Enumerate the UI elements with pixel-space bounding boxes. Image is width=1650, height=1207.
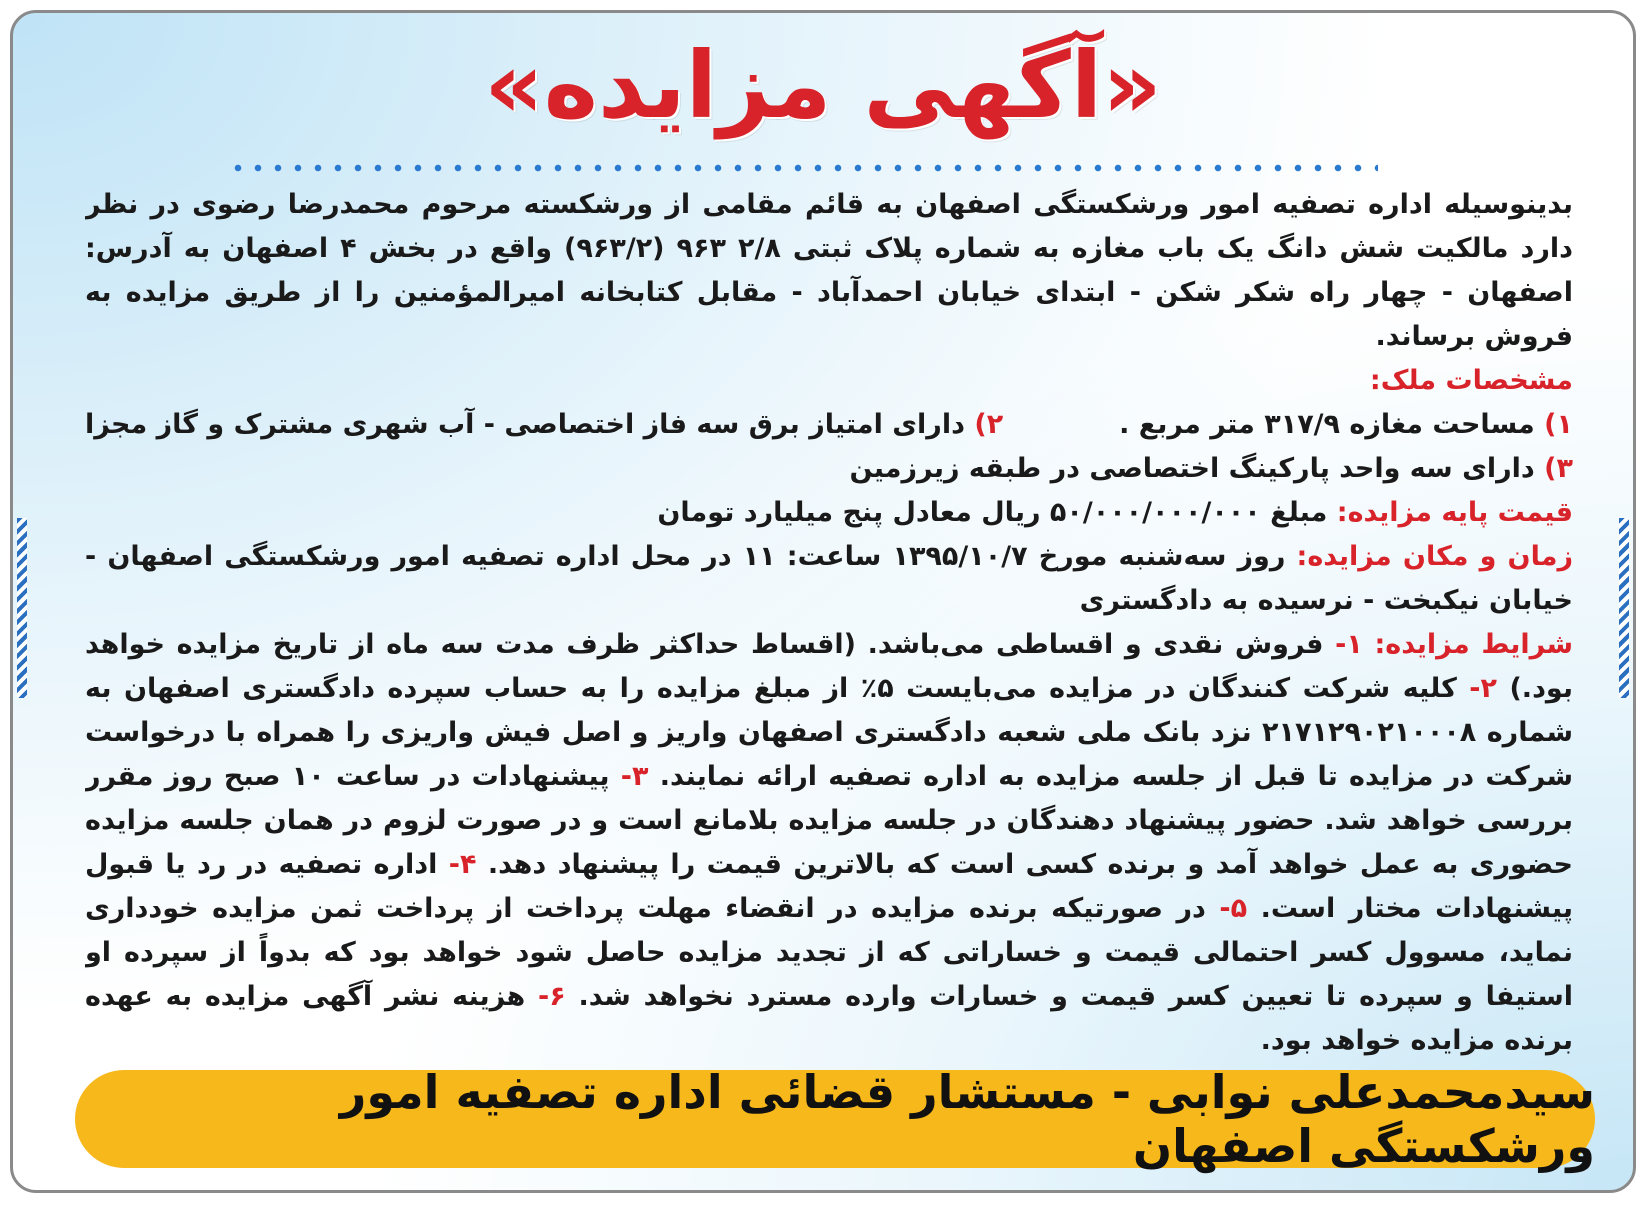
dotted-divider xyxy=(228,163,1378,173)
auction-time-text: روز سه‌شنبه مورخ ۱۳۹۵/۱۰/۷ ساعت: ۱۱ در محل اداره تصفیه امور ورشکستگی اصفهان - خیابان نیکبخت - نرسیده به دادگستری xyxy=(85,541,1573,616)
condition-text-4: اداره تصفیه در رد یا قبول پیشنهادات مختار است. xyxy=(85,849,1573,924)
base-price xyxy=(85,491,1573,535)
side-decoration-left xyxy=(17,518,27,698)
spec-text-1: مساحت مغازه ۳۱۷/۹ متر مربع . xyxy=(1119,409,1535,440)
intro-paragraph: بدینوسیله اداره تصفیه امور ورشکستگی اصفهان به قائم مقامی از ورشکسته مرحوم محمدرضا رضوی در نظر دارد مالکیت شش دانگ یک باب مغازه به شماره پلاک ثبتی ۲/۸ ۹۶۳ (۹۶۳/۲) واقع در بخش ۴ اصفهان به آدرس: اصفهان - چهار راه شکر شکن - ابتدای خیابان احمدآباد - مقابل کتابخانه امیرالمؤمنین را از طریق مزایده به فروش برساند. xyxy=(85,189,1573,352)
auction-time-label: زمان و مکان مزایده: xyxy=(1296,541,1573,572)
notice-body xyxy=(85,183,1573,1063)
base-price-label: قیمت پایه مزایده: xyxy=(1336,497,1573,528)
spec-number-3: ۳) xyxy=(1544,453,1573,484)
spec-item-2 xyxy=(85,403,1003,447)
side-decoration-right xyxy=(1619,518,1629,698)
condition-text-3: پیشنهادات در ساعت ۱۰ صبح روز مقرر بررسی خواهد شد. حضور پیشنهاد دهندگان در جلسه مزایده بلامانع است و در صورت لزوم در همان جلسه مزایده حضوری به عمل خواهد آمد و برنده کسی است که بالاترین قیمت را پیشنهاد دهد. xyxy=(85,761,1573,880)
signature-text: سیدمحمدعلی نوابی - مستشار قضائی اداره تصفیه امور ورشکستگی اصفهان xyxy=(339,1065,1595,1173)
notice-frame xyxy=(10,10,1636,1193)
condition-text-2: کلیه شرکت کنندگان در مزایده می‌بایست ۵٪ از مبلغ مزایده را به حساب سپرده دادگستری اصفهان به شماره ۲۱۷۱۲۹۰۲۱۰۰۰۸ نزد بانک ملی شعبه دادگستری اصفهان واریز و اصل فیش واریزی را همراه با درخواست شرکت در مزایده تا قبل از جلسه مزایده به اداره تصفیه ارائه نمایند. xyxy=(85,673,1573,792)
condition-number-6: ۶- xyxy=(537,981,566,1012)
condition-number-4: ۴- xyxy=(448,849,477,880)
auction-time-place xyxy=(85,535,1573,623)
condition-text-1: فروش نقدی و اقساطی می‌باشد. (اقساط حداکثر ظرف مدت سه ماه از تاریخ مزایده خواهد بود.) xyxy=(85,629,1573,704)
condition-number-1: ۱- xyxy=(1335,629,1363,660)
condition-text-6: هزینه نشر آگهی مزایده به عهده برنده مزایده خواهد بود. xyxy=(85,981,1573,1056)
notice-title: «آگهی مزایده» xyxy=(484,32,1162,139)
specs-heading: مشخصات ملک: xyxy=(1369,365,1573,396)
conditions-label: شرایط مزایده: xyxy=(1374,629,1573,660)
condition-number-3: ۳- xyxy=(620,761,649,792)
base-price-text: مبلغ ۵۰/۰۰۰/۰۰۰/۰۰۰ ریال معادل پنج میلیارد تومان xyxy=(657,497,1328,528)
signature-banner xyxy=(75,1065,1595,1173)
specs-row xyxy=(85,403,1573,447)
spec-number-1: ۱) xyxy=(1544,409,1573,440)
condition-number-5: ۵- xyxy=(1219,893,1248,924)
spec-item-3 xyxy=(85,447,1573,491)
spec-item-1 xyxy=(1119,403,1573,447)
spec-number-2: ۲) xyxy=(974,409,1004,440)
spec-text-2: دارای امتیاز برق سه فاز اختصاصی - آب شهری مشترک و گاز مجزا xyxy=(85,409,965,440)
auction-conditions xyxy=(85,623,1573,1063)
condition-text-5: در صورتیکه برنده مزایده در انقضاء مهلت پرداخت از پرداخت ثمن مزایده خودداری نماید، مسوول کسر احتمالی قیمت و خساراتی که از تجدید مزایده حاصل شود خواهد بود که بدواً از سپرده او استیفا و سپرده تا تعیین کسر قیمت و خسارات وارده مسترد نخواهد شد. xyxy=(85,893,1573,1012)
condition-number-2: ۲- xyxy=(1469,673,1497,704)
spec-text-3: دارای سه واحد پارکینگ اختصاصی در طبقه زیرزمین xyxy=(849,453,1535,484)
